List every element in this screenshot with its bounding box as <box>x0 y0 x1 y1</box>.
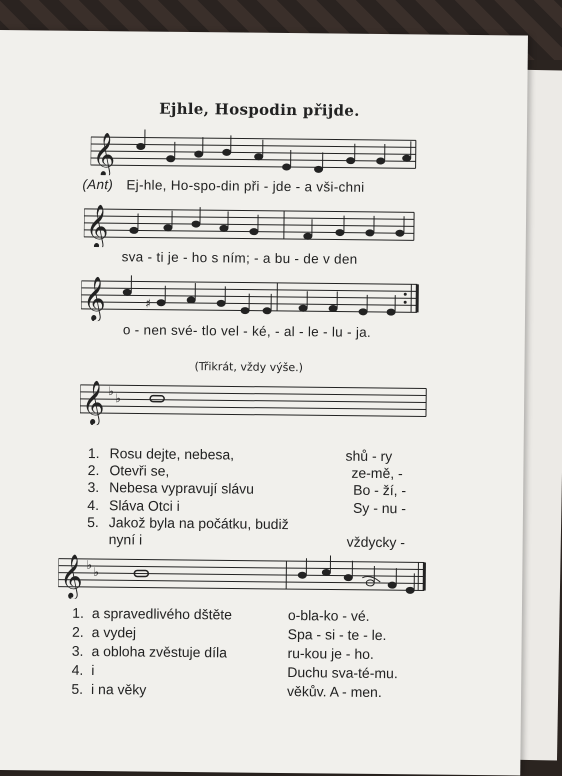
psalm2-end-3: ru-kou je - ho. <box>287 645 374 662</box>
verse-number: 4. <box>59 662 83 678</box>
psalm1-row-5 <box>75 514 289 532</box>
psalm2-row-3 <box>59 643 227 661</box>
psalm1-row-2 <box>75 462 169 479</box>
antiphon-lyric-line-3: o - nen své- tlo vel - ké, - al - le - lu - ja. <box>123 322 371 340</box>
psalm2-row-5 <box>59 681 146 698</box>
psalm2-end-1: o-bla-ko - vé. <box>288 607 370 624</box>
treble-clef-icon: 𝄞 <box>60 554 83 600</box>
psalm1-end-3: Bo - ží, - <box>353 482 406 499</box>
flat-sign-icon: ♭ <box>115 391 121 405</box>
psalm1-end-6: vždycky - <box>347 534 406 551</box>
psalm1-end-2: ze-mě, - <box>351 465 403 482</box>
verse-text: Sláva Otci i <box>109 497 180 514</box>
verse-number: 1. <box>75 445 99 461</box>
verse-text: nyní i <box>109 531 143 547</box>
flat-sign-icon: ♭ <box>93 565 99 579</box>
treble-clef-icon: 𝄞 <box>82 380 105 426</box>
breve-note-icon <box>150 396 164 402</box>
psalm1-row-3 <box>75 479 254 497</box>
verse-text: Jakož byla na počátku, budiž <box>109 514 289 532</box>
verse-text: a vydej <box>92 624 137 640</box>
antiphon-lyric-line-2: sva - ti je - ho s ním; - a bu - de v den <box>122 249 358 266</box>
treble-clef-icon: 𝄞 <box>83 276 106 322</box>
staff-4-psalm-tone <box>80 375 431 429</box>
verse-text: Rosu dejte, nebesa, <box>109 445 234 462</box>
psalm2-end-5: věkův. A - men. <box>287 683 382 700</box>
verse-number: 1. <box>60 605 84 621</box>
song-title: Ejhle, Hospodin přijde. <box>159 100 419 121</box>
psalm1-row-1 <box>75 445 234 463</box>
songbook-page <box>0 30 528 775</box>
flat-sign-icon: ♭ <box>108 384 114 398</box>
antiphon-lyric-line-1: Ej-hle, Ho-spo-din při - jde - a vši-chni <box>126 177 364 194</box>
treble-clef-icon: 𝄞 <box>86 204 109 250</box>
psalm1-end-1: shů - ry <box>345 448 392 464</box>
verse-text: Otevři se, <box>109 462 169 479</box>
verse-text: a obloha zvěstuje díla <box>91 643 227 660</box>
psalm1-end-4: Sy - nu - <box>353 500 406 517</box>
staff-5-psalm-ending <box>58 549 431 603</box>
verse-text: i <box>91 662 94 678</box>
verse-number: 5. <box>75 514 99 530</box>
psalm2-row-2 <box>60 624 137 641</box>
flat-sign-icon: ♭ <box>86 558 92 572</box>
psalm1-row-4 <box>75 497 180 514</box>
verse-number: 4. <box>75 497 99 513</box>
psalm2-row-4 <box>59 662 94 678</box>
psalm2-end-4: Duchu sva-té-mu. <box>287 664 398 681</box>
verse-number: 5. <box>59 681 83 697</box>
verse-text: a spravedlivého dštěte <box>92 605 232 622</box>
staff-1 <box>90 127 420 178</box>
staff-2 <box>84 199 419 251</box>
verse-text: i na věky <box>91 681 146 698</box>
repeat-instruction: (Třikrát, vždy výše.) <box>194 360 303 374</box>
verse-text: Nebesa vypravují slávu <box>109 479 254 497</box>
antiphon-marker: (Ant) <box>82 177 113 192</box>
svg-text:♯: ♯ <box>145 297 151 311</box>
psalm2-row-1 <box>60 605 232 623</box>
verse-number: 2. <box>75 462 99 478</box>
treble-clef-icon: 𝄞 <box>92 132 115 178</box>
verse-number: 2. <box>60 624 84 640</box>
psalm2-end-2: Spa - si - te - le. <box>288 626 387 643</box>
psalm1-row-6 <box>75 531 143 548</box>
verse-number: 3. <box>59 643 83 659</box>
verse-number: 3. <box>75 479 99 495</box>
staff-3 <box>81 271 427 325</box>
